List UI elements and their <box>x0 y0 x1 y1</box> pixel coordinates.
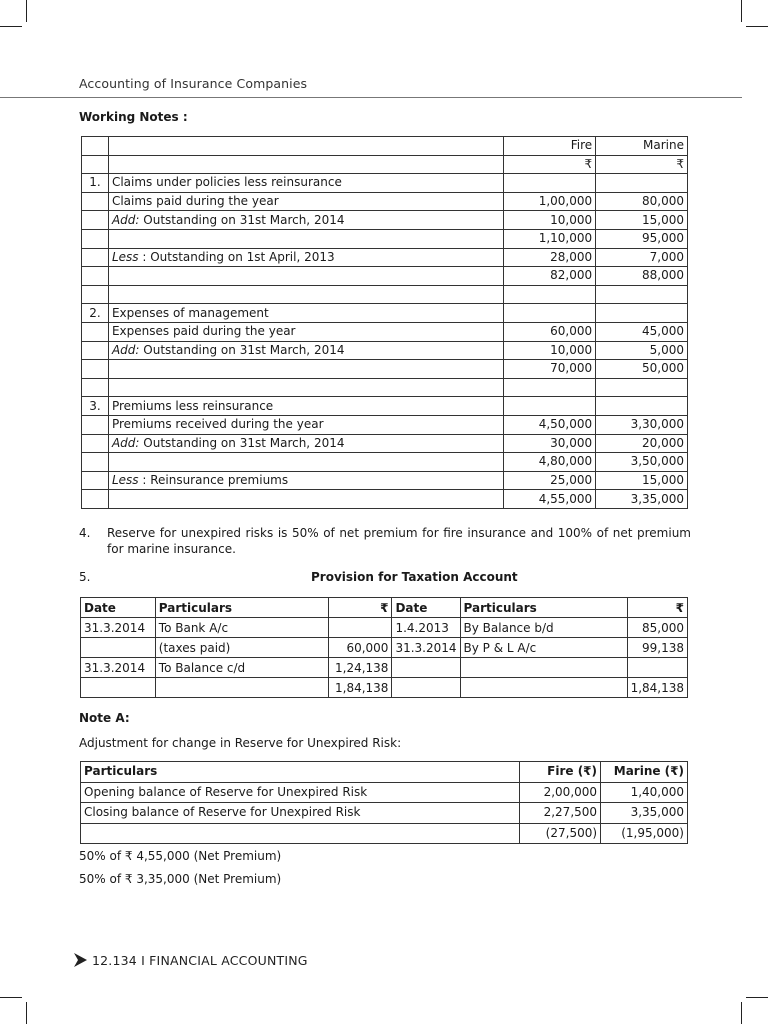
table-cell: 60,000 <box>328 638 392 658</box>
footnote: 50% of ₹ 3,35,000 (Net Premium) <box>79 872 282 886</box>
marine-value: 5,000 <box>596 341 688 360</box>
row-prefix: Add: <box>111 212 140 227</box>
working-notes-heading: Working Notes : <box>79 110 188 124</box>
row-description <box>108 304 503 323</box>
marine-value <box>596 397 688 416</box>
fire-value: 1,10,000 <box>504 229 596 248</box>
row-description <box>108 360 503 379</box>
row-number <box>82 192 109 211</box>
table-cell: 1.4.2013 <box>392 618 460 638</box>
row-number <box>82 211 109 230</box>
table-row <box>82 229 688 248</box>
marine-value <box>596 304 688 323</box>
table-cell <box>460 658 627 678</box>
fire-value: 4,55,000 <box>504 490 596 509</box>
row-description <box>108 285 503 304</box>
table-header-row: Particulars Fire (₹) Marine (₹) <box>81 762 688 783</box>
fire-value: 25,000 <box>504 471 596 490</box>
row-text: : Outstanding on 1st April, 2013 <box>138 249 335 264</box>
fire-value <box>504 378 596 397</box>
section-number: 5. <box>79 570 91 584</box>
col-marine: Marine <box>596 137 688 156</box>
footnote: 50% of ₹ 4,55,000 (Net Premium) <box>79 849 282 863</box>
row-prefix: Add: <box>111 435 140 450</box>
fire-value <box>504 304 596 323</box>
table-cell <box>460 678 627 698</box>
marine-value: 88,000 <box>596 267 688 286</box>
marine-value <box>596 174 688 193</box>
row-number <box>82 285 109 304</box>
table-cell: To Balance c/d <box>155 658 328 678</box>
table-cell: Opening balance of Reserve for Unexpired Risk <box>81 782 520 803</box>
table-row <box>82 378 688 397</box>
table-row <box>82 304 688 323</box>
row-number <box>82 490 109 509</box>
fire-value: 70,000 <box>504 360 596 379</box>
reserve-adjustment-table <box>80 761 688 844</box>
table-cell: By P & L A/c <box>460 638 627 658</box>
row-description <box>108 211 503 230</box>
page-footer <box>72 950 308 970</box>
marine-value <box>596 378 688 397</box>
row-number: 3. <box>82 397 109 416</box>
table-cell <box>81 678 156 698</box>
note-text: Reserve for unexpired risks is 50% of net premium for fire insurance and 100% of net premium for marine insurance. <box>107 526 691 556</box>
row-text: : Reinsurance premiums <box>138 472 289 487</box>
table-cell: 99,138 <box>627 638 687 658</box>
row-description <box>108 490 503 509</box>
fire-value: 4,80,000 <box>504 453 596 472</box>
fire-value <box>504 397 596 416</box>
table-row <box>82 192 688 211</box>
row-description <box>108 341 503 360</box>
fire-value: 10,000 <box>504 211 596 230</box>
chevron-right-icon <box>72 950 90 970</box>
row-text: Expenses of management <box>111 305 269 320</box>
fire-value: 1,00,000 <box>504 192 596 211</box>
header-rule <box>0 97 742 98</box>
note-4 <box>79 525 691 557</box>
table-row <box>82 285 688 304</box>
row-text: Premiums less reinsurance <box>111 398 274 413</box>
table-cell <box>627 658 687 678</box>
table-row <box>81 782 688 803</box>
row-number: 1. <box>82 174 109 193</box>
row-description <box>108 322 503 341</box>
row-description <box>108 267 503 286</box>
crop-mark <box>741 1002 742 1024</box>
row-description <box>108 434 503 453</box>
currency-symbol: ₹ <box>596 155 688 174</box>
table-cell: (27,500) <box>520 823 601 844</box>
table-cell: 1,84,138 <box>627 678 687 698</box>
table-cell: 85,000 <box>627 618 687 638</box>
row-number <box>82 322 109 341</box>
row-text: Outstanding on 31st March, 2014 <box>139 342 345 357</box>
table-row <box>81 823 688 844</box>
table-cell: 3,35,000 <box>601 803 688 824</box>
row-description <box>108 192 503 211</box>
row-description <box>108 415 503 434</box>
marine-value: 7,000 <box>596 248 688 267</box>
table-row <box>81 658 688 678</box>
fire-value: 4,50,000 <box>504 415 596 434</box>
table-cell: (taxes paid) <box>155 638 328 658</box>
crop-mark <box>0 997 22 998</box>
table-cell: 1,84,138 <box>328 678 392 698</box>
row-number <box>82 378 109 397</box>
table-row <box>82 248 688 267</box>
table-row <box>82 397 688 416</box>
table-row <box>82 434 688 453</box>
marine-value: 20,000 <box>596 434 688 453</box>
running-title: Accounting of Insurance Companies <box>79 76 308 91</box>
table-row <box>82 322 688 341</box>
table-cell: Closing balance of Reserve for Unexpired Risk <box>81 803 520 824</box>
row-number <box>82 415 109 434</box>
note-number: 4. <box>79 526 91 540</box>
table-cell: 1,40,000 <box>601 782 688 803</box>
table-row <box>81 638 688 658</box>
currency-symbol: ₹ <box>504 155 596 174</box>
row-number: 2. <box>82 304 109 323</box>
fire-value: 82,000 <box>504 267 596 286</box>
crop-mark <box>746 26 768 27</box>
row-text: Outstanding on 31st March, 2014 <box>139 435 345 450</box>
fire-value <box>504 174 596 193</box>
table-cell: 31.3.2014 <box>81 618 156 638</box>
fire-value: 30,000 <box>504 434 596 453</box>
table-row <box>82 471 688 490</box>
provision-taxation-table <box>80 597 688 698</box>
table-row <box>82 267 688 286</box>
table-row <box>81 678 688 698</box>
row-description <box>108 397 503 416</box>
footer-text: 12.134 I FINANCIAL ACCOUNTING <box>92 952 308 968</box>
row-description <box>108 471 503 490</box>
table-cell: To Bank A/c <box>155 618 328 638</box>
row-description <box>108 174 503 193</box>
marine-value: 3,35,000 <box>596 490 688 509</box>
row-number <box>82 471 109 490</box>
table-cell <box>81 823 520 844</box>
table-cell: (1,95,000) <box>601 823 688 844</box>
marine-value: 50,000 <box>596 360 688 379</box>
table-cell: 31.3.2014 <box>81 658 156 678</box>
table-cell <box>392 658 460 678</box>
row-number <box>82 341 109 360</box>
marine-value <box>596 285 688 304</box>
marine-value: 15,000 <box>596 211 688 230</box>
row-text: Claims paid during the year <box>111 194 279 209</box>
row-text: Expenses paid during the year <box>111 324 296 339</box>
marine-value: 95,000 <box>596 229 688 248</box>
table-row <box>82 415 688 434</box>
table-cell <box>155 678 328 698</box>
row-description <box>108 453 503 472</box>
row-number <box>82 267 109 286</box>
table-row <box>82 341 688 360</box>
table-cell <box>81 638 156 658</box>
row-description <box>108 248 503 267</box>
table-cell: By Balance b/d <box>460 618 627 638</box>
fire-value: 28,000 <box>504 248 596 267</box>
fire-value: 60,000 <box>504 322 596 341</box>
row-number <box>82 360 109 379</box>
marine-value: 80,000 <box>596 192 688 211</box>
table-row <box>81 618 688 638</box>
crop-mark <box>26 1002 27 1024</box>
table-row <box>82 490 688 509</box>
table-cell <box>328 618 392 638</box>
table-row <box>82 174 688 193</box>
note-a-subtitle: Adjustment for change in Reserve for Unexpired Risk: <box>79 736 402 750</box>
table-header-row <box>82 137 688 156</box>
table-row <box>81 803 688 824</box>
crop-mark <box>26 0 27 22</box>
row-number <box>82 248 109 267</box>
table-cell: 2,00,000 <box>520 782 601 803</box>
marine-value: 3,30,000 <box>596 415 688 434</box>
crop-mark <box>741 0 742 22</box>
col-fire: Fire <box>504 137 596 156</box>
table-row <box>82 360 688 379</box>
note-a-heading: Note A: <box>79 711 130 725</box>
row-prefix: Less <box>111 472 139 487</box>
working-notes-table <box>81 136 688 509</box>
crop-mark <box>0 26 22 27</box>
marine-value: 45,000 <box>596 322 688 341</box>
row-text: Premiums received during the year <box>111 417 324 432</box>
row-description <box>108 378 503 397</box>
row-text: Claims under policies less reinsurance <box>111 175 342 190</box>
table-currency-row <box>82 155 688 174</box>
row-text: Outstanding on 31st March, 2014 <box>139 212 345 227</box>
row-prefix: Add: <box>111 342 140 357</box>
table-header-row: Date Particulars ₹ Date Particulars ₹ <box>81 598 688 618</box>
row-prefix: Less <box>111 249 139 264</box>
fire-value: 10,000 <box>504 341 596 360</box>
fire-value <box>504 285 596 304</box>
table-row <box>82 453 688 472</box>
table-cell: 31.3.2014 <box>392 638 460 658</box>
table-cell <box>392 678 460 698</box>
marine-value: 15,000 <box>596 471 688 490</box>
marine-value: 3,50,000 <box>596 453 688 472</box>
table-cell: 2,27,500 <box>520 803 601 824</box>
provision-title: Provision for Taxation Account <box>311 570 518 584</box>
crop-mark <box>746 997 768 998</box>
table-cell: 1,24,138 <box>328 658 392 678</box>
table-row <box>82 211 688 230</box>
row-number <box>82 434 109 453</box>
row-description <box>108 229 503 248</box>
row-number <box>82 453 109 472</box>
row-number <box>82 229 109 248</box>
